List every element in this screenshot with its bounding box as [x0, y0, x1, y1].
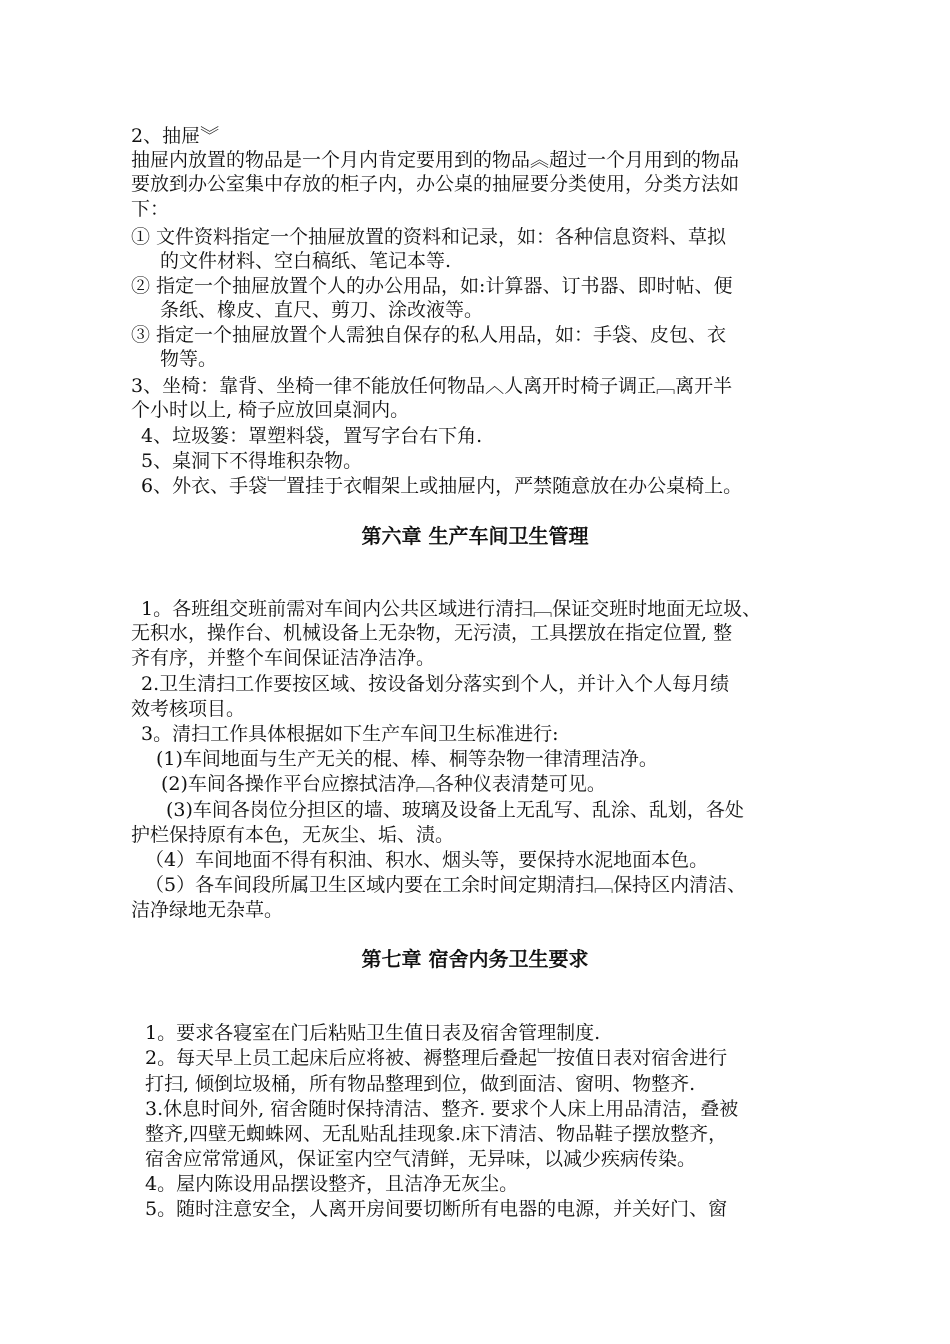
paragraph-line: 3.休息时间外, 宿舍随时保持清洁、整齐. 要求个人床上用品清洁，叠被: [145, 1098, 739, 1120]
paragraph-line: 3。清扫工作具体根据如下生产车间卫生标准进行:: [141, 723, 559, 745]
paragraph-line: 4、垃圾篓：罩塑料袋，置写字台右下角.: [141, 425, 483, 447]
list-item-continued: 洁净绿地无杂草。: [131, 899, 284, 921]
paragraph-line: 下：: [131, 198, 170, 220]
chapter-title: 第六章 生产车间卫生管理: [361, 524, 589, 548]
list-item: (2)车间各操作平台应擦拭洁净﹇各种仪表清楚可见。: [161, 773, 606, 795]
paragraph-line: 2.卫生清扫工作要按区域、按设备划分落实到个人，并计入个人每月绩: [141, 673, 730, 695]
paragraph-line: 5、桌洞下不得堆积杂物。: [141, 450, 363, 472]
paragraph-line: 齐有序，并整个车间保证洁净洁净。: [131, 647, 436, 669]
list-item-continued: 护栏保持原有本色，无灰尘、垢、渍。: [131, 824, 455, 846]
paragraph-line: 2。每天早上员工起床后应将被、褥整理后叠起﹈按值日表对宿舍进行: [145, 1047, 728, 1069]
paragraph-line: 整齐,四壁无蜘蛛网、无乱贴乱挂现象.床下清洁、物品鞋子摆放整齐，: [145, 1123, 728, 1145]
paragraph-line: 宿舍应常常通风，保证室内空气清鲜，无异味，以减少疾病传染。: [145, 1148, 697, 1170]
paragraph-line: 个小时以上, 椅子应放回桌洞内。: [131, 399, 410, 421]
list-item: （4）车间地面不得有积油、积水、烟头等，要保持水泥地面本色。: [145, 849, 709, 871]
paragraph-line: 5。随时注意安全，人离开房间要切断所有电器的电源，并关好门、窗: [145, 1198, 728, 1220]
list-item: ③ 指定一个抽屉放置个人需独自保存的私人用品，如：手袋、皮包、衣: [131, 324, 727, 346]
paragraph-line: 无积水，操作台、机械设备上无杂物，无污渍，工具摆放在指定位置, 整: [131, 622, 733, 644]
chapter-title: 第七章 宿舍内务卫生要求: [361, 947, 589, 971]
paragraph-line: 抽屉内放置的物品是一个月内肯定要用到的物品︽超过一个月用到的物品: [131, 149, 740, 171]
paragraph-line: 4。屋内陈设用品摆设整齐，且洁净无灰尘。: [145, 1173, 519, 1195]
list-item-continued: 物等。: [160, 348, 218, 370]
list-item-continued: 条纸、橡皮、直尺、剪刀、涂改液等。: [160, 299, 484, 321]
paragraph-line: 6、外衣、手袋﹈置挂于衣帽架上或抽屉内，严禁随意放在办公桌椅上。: [141, 475, 743, 497]
drawer-heading: 2、抽屉︾: [131, 125, 220, 147]
paragraph-line: 1。各班组交班前需对车间内公共区域进行清扫﹇保证交班时地面无垃圾、: [141, 598, 762, 620]
list-item: (1)车间地面与生产无关的棍、棒、桐等杂物一律清理洁净。: [156, 748, 658, 770]
paragraph-line: 3、坐椅：靠背、坐椅一律不能放任何物品︿人离开时椅子调正﹇离开半: [131, 375, 733, 397]
paragraph-line: 效考核项目。: [131, 698, 246, 720]
list-item-continued: 的文件材料、空白稿纸、笔记本等.: [160, 250, 452, 272]
paragraph-line: 打扫, 倾倒垃圾桶，所有物品整理到位，做到面洁、窗明、物整齐.: [145, 1073, 696, 1095]
list-item: (3)车间各岗位分担区的墙、玻璃及设备上无乱写、乱涂、乱划，各处: [166, 799, 744, 821]
paragraph-line: 要放到办公室集中存放的柜子内，办公桌的抽屉要分类使用，分类方法如: [131, 173, 740, 195]
list-item: ① 文件资料指定一个抽屉放置的资料和记录，如：各种信息资料、草拟: [131, 226, 727, 248]
paragraph-line: 1。要求各寝室在门后粘贴卫生值日表及宿舍管理制度.: [145, 1022, 601, 1044]
list-item: （5）各车间段所属卫生区域内要在工余时间定期清扫﹇保持区内清洁、: [145, 874, 747, 896]
list-item: ② 指定一个抽屉放置个人的办公用品，如:计算器、订书器、即时帖、便: [131, 275, 733, 297]
